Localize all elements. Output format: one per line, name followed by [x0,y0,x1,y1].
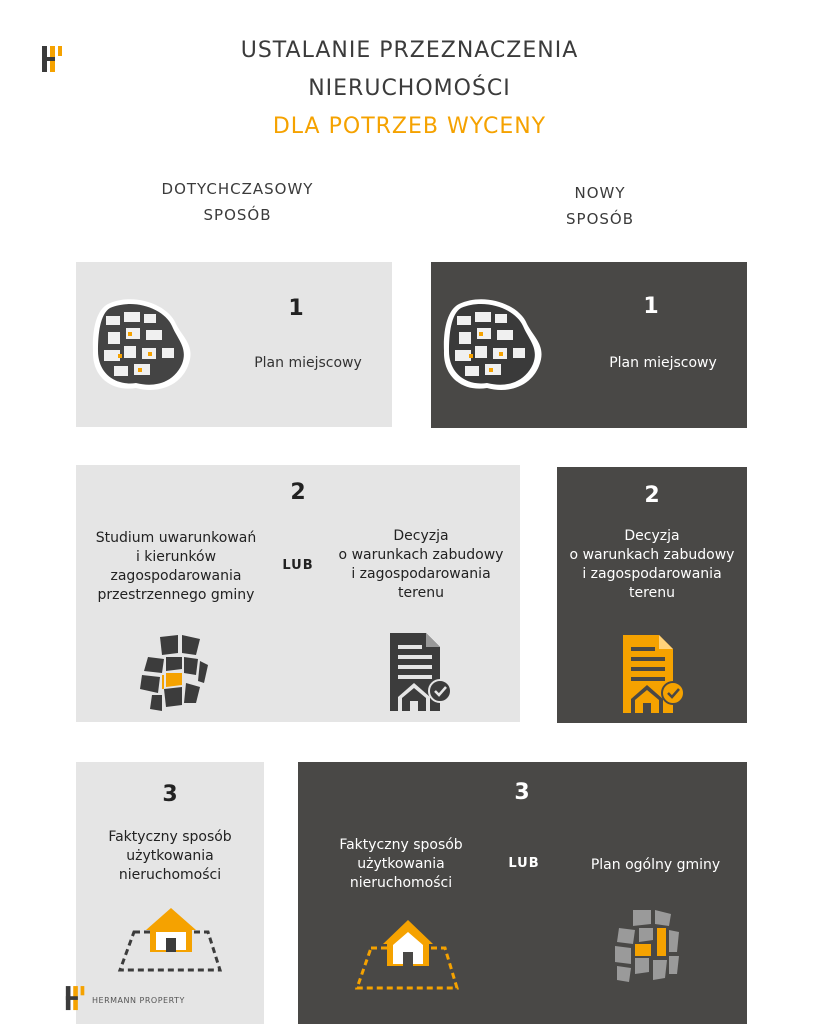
row2-right-number: 2 [644,483,660,508]
map-blob-icon [88,296,193,396]
column-header-right: NOWY SPOSÓB [566,184,634,228]
row3-right-text-a: Faktyczny sposób użytkowania nieruchomości [339,837,463,891]
row1-left-number: 1 [288,296,304,321]
column-header-left: DOTYCHCZASOWY SPOSÓB [161,180,314,224]
logo-icon [64,984,88,1014]
card-row1-right [431,262,747,428]
house-plot-icon [353,914,463,994]
card-row2-right [557,467,747,723]
row2-left-number: 2 [290,480,306,505]
title-line1: USTALANIE PRZEZNACZENIA [240,38,579,63]
map-blob-icon [439,296,544,396]
map-parcels-icon [138,633,210,713]
card-row2-left [76,465,520,722]
row3-left-text: Faktyczny sposób użytkowania nieruchomości [108,829,232,883]
row2-right-text: Decyzja o warunkach zabudowy i zagospodarowania terenu [569,528,735,601]
document-house-icon [619,633,689,717]
row1-left-text: Plan miejscowy [254,355,362,371]
row3-left-number: 3 [162,782,178,807]
card-row3-right [298,762,747,1024]
card-row3-left [76,762,264,1024]
house-plot-icon [116,902,226,976]
title-line2: NIERUCHOMOŚCI [308,76,511,101]
document-house-icon [386,631,456,715]
city-map-icon [613,908,683,986]
row3-right-connector: LUB [508,856,540,871]
footer-brand: HERMANN PROPERTY [92,996,185,1005]
row2-left-connector: LUB [282,558,314,573]
row3-right-text-b: Plan ogólny gminy [590,857,721,873]
row1-right-number: 1 [643,294,659,319]
title-line3: DLA POTRZEB WYCENY [272,114,547,139]
row2-left-text-b: Decyzja o warunkach zabudowy i zagospodarowania terenu [338,528,504,601]
row1-right-text: Plan miejscowy [609,355,717,371]
row2-left-text-a: Studium uwarunkowań i kierunków zagospodarowania przestrzennego gminy [95,530,257,603]
card-row1-left [76,262,392,427]
row3-right-number: 3 [514,780,530,805]
